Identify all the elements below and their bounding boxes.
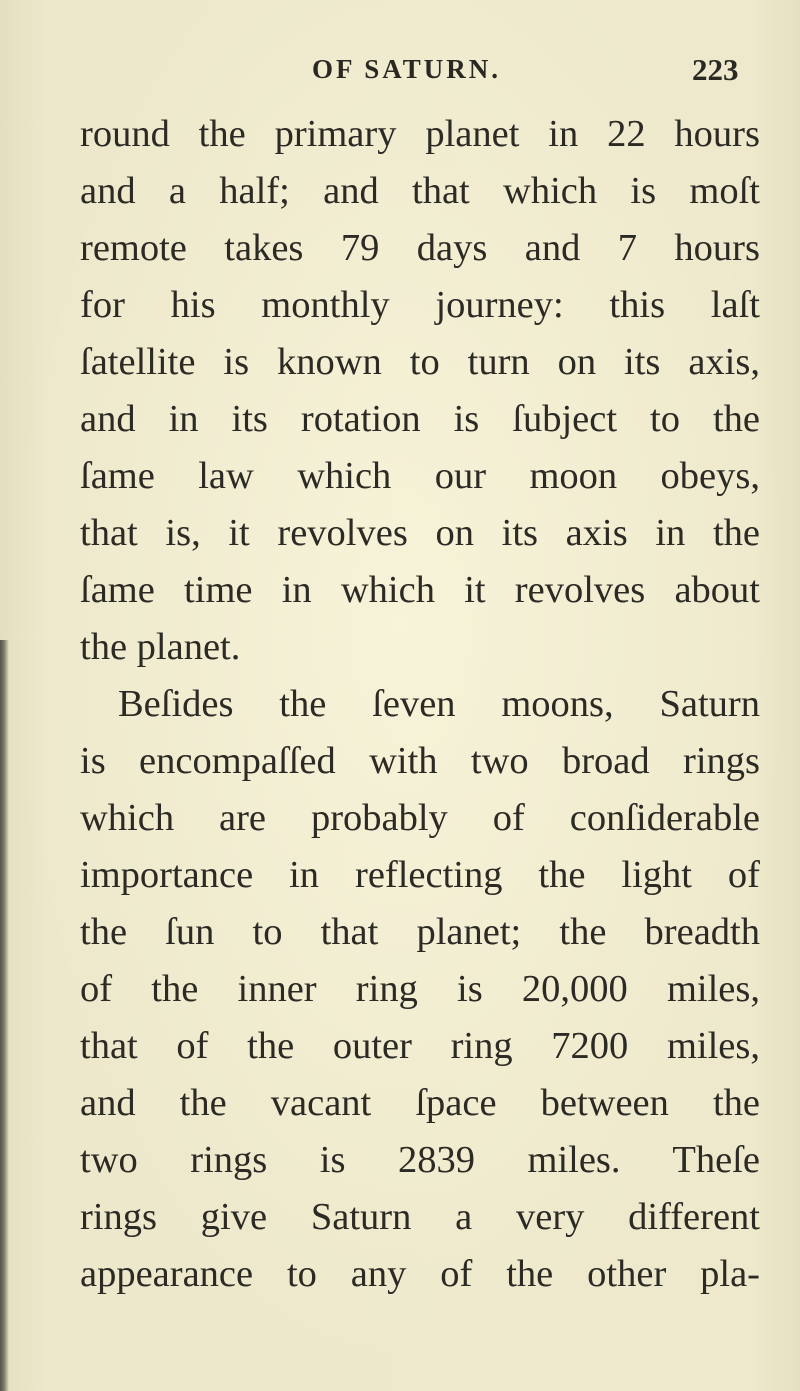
text-line: which are probably of conſiderable xyxy=(80,797,760,839)
text-line: importance in reflecting the light of xyxy=(80,854,760,896)
text-line: for his monthly journey: this laſt xyxy=(80,284,760,326)
text-line: remote takes 79 days and 7 hours xyxy=(80,227,760,269)
text-line: two rings is 2839 miles. Theſe xyxy=(80,1139,760,1181)
text-line: is encompaſſed with two broad rings xyxy=(80,740,760,782)
text-line: and the vacant ſpace between the xyxy=(80,1082,760,1124)
text-line: ſatellite is known to turn on its axis, xyxy=(80,341,760,383)
text-line: round the primary planet in 22 hours xyxy=(80,113,760,155)
text-line: ſame time in which it revolves about xyxy=(80,569,760,611)
body-text xyxy=(80,106,760,1303)
text-line: and in its rotation is ſubject to the xyxy=(80,398,760,440)
running-head: OF SATURN. xyxy=(312,54,502,84)
text-line: and a half; and that which is moſt xyxy=(80,170,760,212)
text-line: ſame law which our moon obeys, xyxy=(80,455,760,497)
page-number: 223 xyxy=(692,52,739,87)
paragraph-start-line: Beſides the ſeven moons, Saturn xyxy=(118,683,760,725)
text-line: rings give Saturn a very different xyxy=(80,1196,760,1238)
text-line: the ſun to that planet; the breadth xyxy=(80,911,760,953)
text-line: of the inner ring is 20,000 miles, xyxy=(80,968,760,1010)
page-edge-shadow xyxy=(0,640,9,1391)
page-header xyxy=(0,50,800,96)
text-line: the planet. xyxy=(80,626,241,668)
text-line: that of the outer ring 7200 miles, xyxy=(80,1025,760,1067)
text-line: that is, it revolves on its axis in the xyxy=(80,512,760,554)
text-line: appearance to any of the other pla- xyxy=(80,1253,760,1295)
